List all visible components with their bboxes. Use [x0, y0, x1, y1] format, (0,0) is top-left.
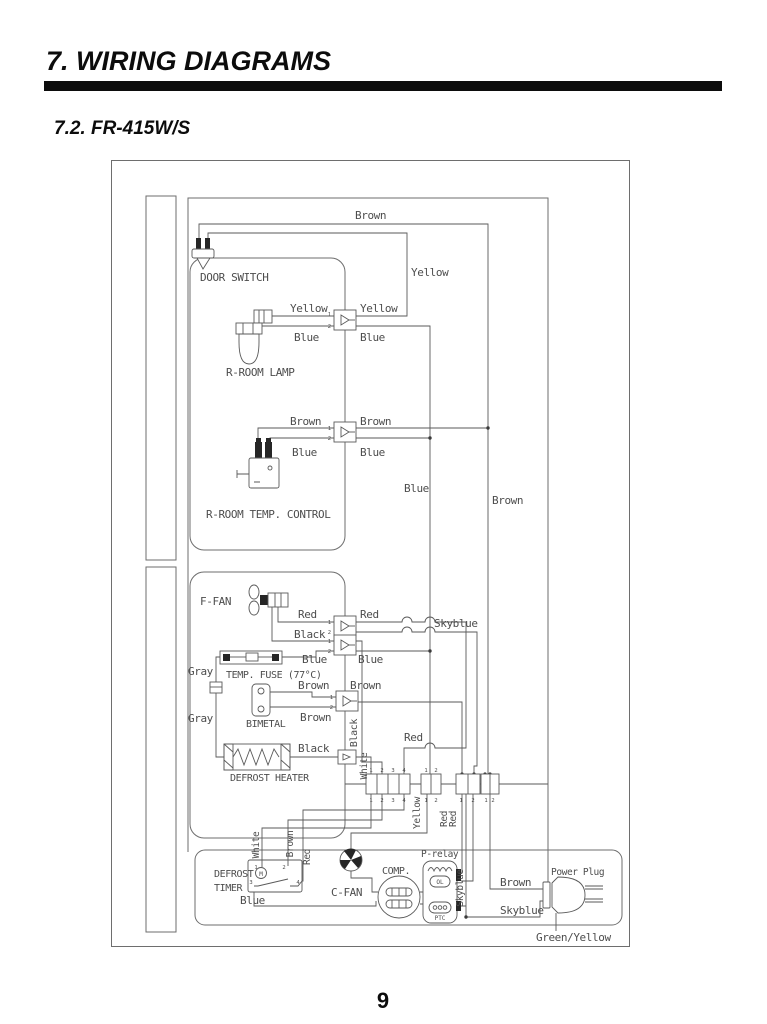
pin-number: 1 [369, 798, 373, 804]
power-plug-icon [543, 877, 603, 913]
left-duct-upper [146, 196, 176, 560]
wire-label-lamp-yellow-left: Yellow [290, 302, 328, 315]
wire-label-bimetal-brown-lower: Brown [300, 711, 332, 724]
pin-number: 2 [327, 630, 331, 636]
c-fan-icon [340, 849, 362, 871]
label-door-switch: DOOR SWITCH [200, 271, 269, 284]
pin-number: 1 [254, 865, 258, 871]
page-number: 9 [376, 988, 390, 1013]
wire-label-lamp-blue-right: Blue [360, 331, 385, 344]
junction-dot [428, 436, 431, 439]
wire-label-timer-blue: Blue [240, 894, 265, 907]
pin-number: 2 [491, 798, 495, 804]
bus-connector-c2 [481, 774, 499, 794]
pin-number: 1 [327, 426, 331, 432]
page-title: 7. WIRING DIAGRAMS [46, 46, 332, 76]
label-comp: COMP. [382, 866, 411, 877]
wire-label-gray-upper: Gray [188, 665, 213, 678]
pin-number: 1 [327, 312, 331, 318]
wire-label-gray-lower: Gray [188, 712, 213, 725]
wire-label-red-vert-2: Red [448, 811, 459, 827]
junction-dot [486, 426, 489, 429]
wire-label-fan-red-left: Red [298, 608, 317, 621]
pin-number: 1 [484, 798, 488, 804]
wire-label-fan-blue-right: Blue [358, 653, 383, 666]
label-f-fan: F-FAN [200, 595, 232, 608]
wire-label-bimetal-brown-right: Brown [350, 679, 382, 692]
wire-label-white-vertical: White [359, 752, 370, 780]
pin-number: 3 [391, 798, 395, 804]
bus-connector-c1 [456, 774, 480, 794]
label-power-plug: Power Plug [551, 867, 605, 878]
pin-number: 1 [327, 639, 331, 645]
label-defrost-timer-1: DEFROST [214, 869, 254, 880]
connector-lamp [334, 310, 356, 330]
pin-number: 2 [434, 798, 438, 804]
wire-label-cfan-yellow: Yellow [412, 797, 423, 829]
wire-gray-upper [216, 657, 220, 682]
label-p-relay: P-relay [421, 849, 459, 860]
outer-border [112, 161, 630, 947]
wire-label-therm-brown-left: Brown [290, 415, 322, 428]
temp-fuse-icon [220, 651, 282, 664]
f-fan-icon [249, 585, 288, 615]
pin-number: 2 [327, 324, 331, 330]
label-ptc: PTC [434, 915, 446, 922]
wire-label-brown-mid: Brown [492, 494, 524, 507]
gray-connector-icon [210, 682, 222, 693]
connector-thermostat [334, 422, 356, 442]
compressor-icon [378, 876, 420, 918]
wire-skyblue-mid [356, 627, 477, 774]
wire-blue-vertical [356, 326, 430, 774]
pin-number: 3 [249, 880, 253, 886]
pin-number: 1 [369, 768, 373, 774]
label-ol: OL [436, 879, 444, 886]
wire-gray-lower [216, 693, 224, 757]
label-timer-motor: M [259, 871, 263, 878]
wire-brown-plug [490, 794, 544, 889]
wire-bimetal-brown-1 [270, 692, 336, 697]
wire-label-fan-red-right: Red [360, 608, 379, 621]
wire-label-therm-brown-right: Brown [360, 415, 392, 428]
wire-label-therm-blue-right: Blue [360, 446, 385, 459]
pin-number: 1 [327, 620, 331, 626]
room-lamp-icon [236, 310, 272, 364]
section-subtitle: 7.2. FR-415W/S [54, 118, 191, 139]
pin-number: 2 [329, 705, 333, 711]
connector-fan-lower [334, 635, 356, 655]
pin-number: 2 [471, 798, 475, 804]
left-duct-lower [146, 567, 176, 932]
pin-number: 4 [402, 798, 406, 804]
label-r-room-lamp: R-ROOM LAMP [226, 366, 295, 379]
wire-label-fan-black: Black [294, 628, 326, 641]
pin-number: 3 [391, 768, 395, 774]
wire-label-therm-blue-left: Blue [292, 446, 317, 459]
wire-red-relay-1 [461, 794, 462, 873]
label-bimetal: BIMETAL [246, 719, 286, 730]
bus-connector-a [366, 774, 410, 794]
bimetal-icon [252, 684, 270, 716]
label-c-fan: C-FAN [331, 886, 363, 899]
wire-label-black-vertical: Black [349, 718, 360, 748]
wire-label-plug-brown: Brown [500, 876, 532, 889]
bus-connector-b [421, 774, 441, 794]
wire-label-fan-blue-left: Blue [302, 653, 327, 666]
label-defrost-timer-2: TIMER [214, 883, 243, 894]
pin-number: 2 [380, 768, 384, 774]
pin-number: 1 [329, 695, 333, 701]
junction-dot [464, 915, 467, 918]
pin-number: 2 [282, 865, 286, 871]
wire-label-red-mid: Red [404, 731, 423, 744]
wire-red-relay-2 [461, 794, 473, 881]
pin-number: 4 [402, 768, 406, 774]
pin-number: 2 [327, 436, 331, 442]
title-rule [44, 81, 722, 91]
diagram-frame [112, 161, 630, 947]
wire-label-yellow-right: Yellow [411, 266, 449, 279]
wire-therm-blue-left [270, 438, 334, 446]
wire-label-timer-red: Red [302, 849, 313, 865]
label-r-room-temp-control: R-ROOM TEMP. CONTROL [206, 508, 331, 521]
pin-number: 1 [424, 798, 428, 804]
wire-label-lamp-yellow-right: Yellow [360, 302, 398, 315]
wire-label-lamp-blue-left: Blue [294, 331, 319, 344]
door-switch-icon [192, 238, 214, 269]
wire-label-green-yellow: Green/Yellow [536, 931, 611, 944]
wire-label-plug-skyblue: Skyblue [500, 904, 544, 917]
pin-number: 2 [434, 768, 438, 774]
pin-number: 2 [380, 798, 384, 804]
pin-number: 1 [459, 798, 463, 804]
defrost-heater-icon [224, 744, 290, 770]
wire-label-timer-brown: Brown [285, 830, 296, 858]
wire-label-brown-top: Brown [355, 209, 387, 222]
connector-bimetal [336, 691, 358, 711]
pin-number: 1 [424, 768, 428, 774]
connector-heater [338, 750, 356, 764]
wire-red-loop [356, 617, 466, 774]
label-defrost-heater: DEFROST HEATER [230, 773, 309, 784]
wire-label-bimetal-brown-left: Brown [298, 679, 330, 692]
wire-label-relay-skyblue: Skyblue [455, 869, 466, 907]
pin-number: 2 [327, 649, 331, 655]
wire-label-red-vert-1: Red [439, 811, 450, 827]
temp-control-icon [237, 438, 279, 488]
wire-label-timer-white: White [251, 831, 262, 859]
pin-number: 4 [296, 880, 300, 886]
wire-label-skyblue-mid: Skyblue [434, 617, 478, 630]
wire-label-blue-mid: Blue [404, 482, 429, 495]
label-temp-fuse: TEMP. FUSE (77°C) [226, 670, 322, 681]
junction-dot [428, 649, 431, 652]
wire-label-heater-black: Black [298, 742, 330, 755]
connector-fan-upper [334, 616, 356, 636]
